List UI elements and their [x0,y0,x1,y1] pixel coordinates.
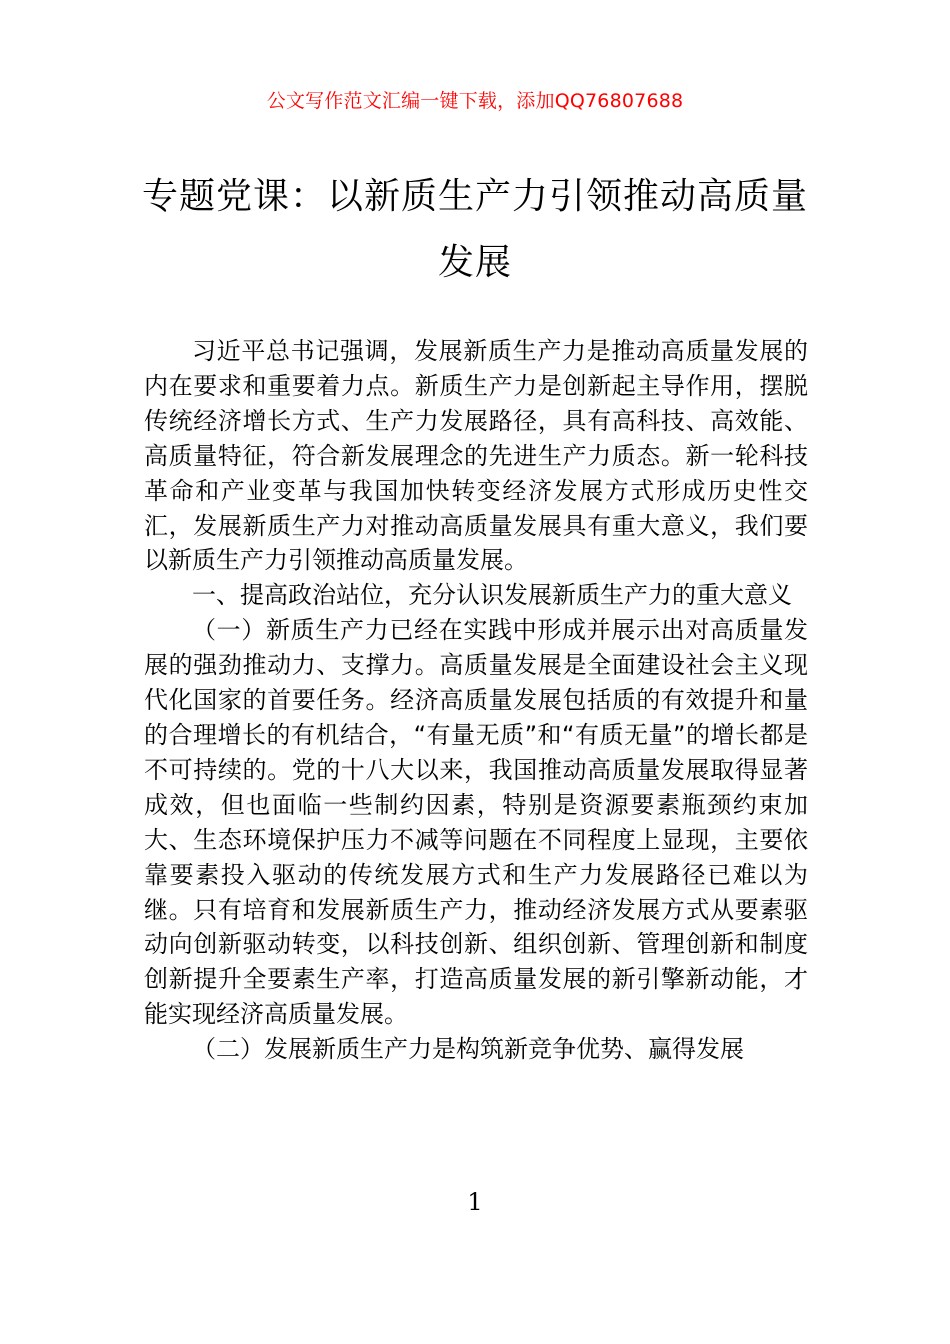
intro-paragraph: 习近平总书记强调，发展新质生产力是推动高质量发展的内在要求和重要着力点。新质生产力是创新起主导作用，摆脱传统经济增长方式、生产力发展路径，具有高科技、高效能、高质量特征，符合新发展理念的先进生产力质态。新一轮科技革命和产业变革与我国加快转变经济发展方式形成历史性交汇，发展新质生产力对推动高质量发展具有重大意义，我们要以新质生产力引领推动高质量发展。 [144,337,808,575]
title-line-1: 专题党课：以新质生产力引领推动高质量 [141,176,808,217]
header-download-note: 公文写作范文汇编一键下载，添加QQ76807688 [266,90,684,112]
subsection-paragraph-2: （二）发展新质生产力是构筑新竞争优势、赢得发展 [192,1035,744,1064]
document-title [130,164,820,296]
section-heading-1: 一、提高政治站位，充分认识发展新质生产力的重大意义 [192,581,792,610]
page-number: 1 [467,1188,483,1216]
document-body [144,334,808,1067]
title-line-2: 发展 [437,242,512,283]
subsection-paragraph-1: （一）新质生产力已经在实践中形成并展示出对高质量发展的强劲推动力、支撑力。高质量发展是全面建设社会主义现代化国家的首要任务。经济高质量发展包括质的有效提升和量的合理增长的有机结合，“有量无质”和“有质无量”的增长都是不可持续的。党的十八大以来，我国推动高质量发展取得显著成效，但也面临一些制约因素，特别是资源要素瓶颈约束加大、生态环境保护压力不减等问题在不同程度上显现，主要依靠要素投入驱动的传统发展方式和生产力发展路径已难以为继。只有培育和发展新质生产力，推动经济发展方式从要素驱动向创新驱动转变，以科技创新、组织创新、管理创新和制度创新提升全要素生产率，打造高质量发展的新引擎新动能，才能实现经济高质量发展。 [144,616,808,1029]
